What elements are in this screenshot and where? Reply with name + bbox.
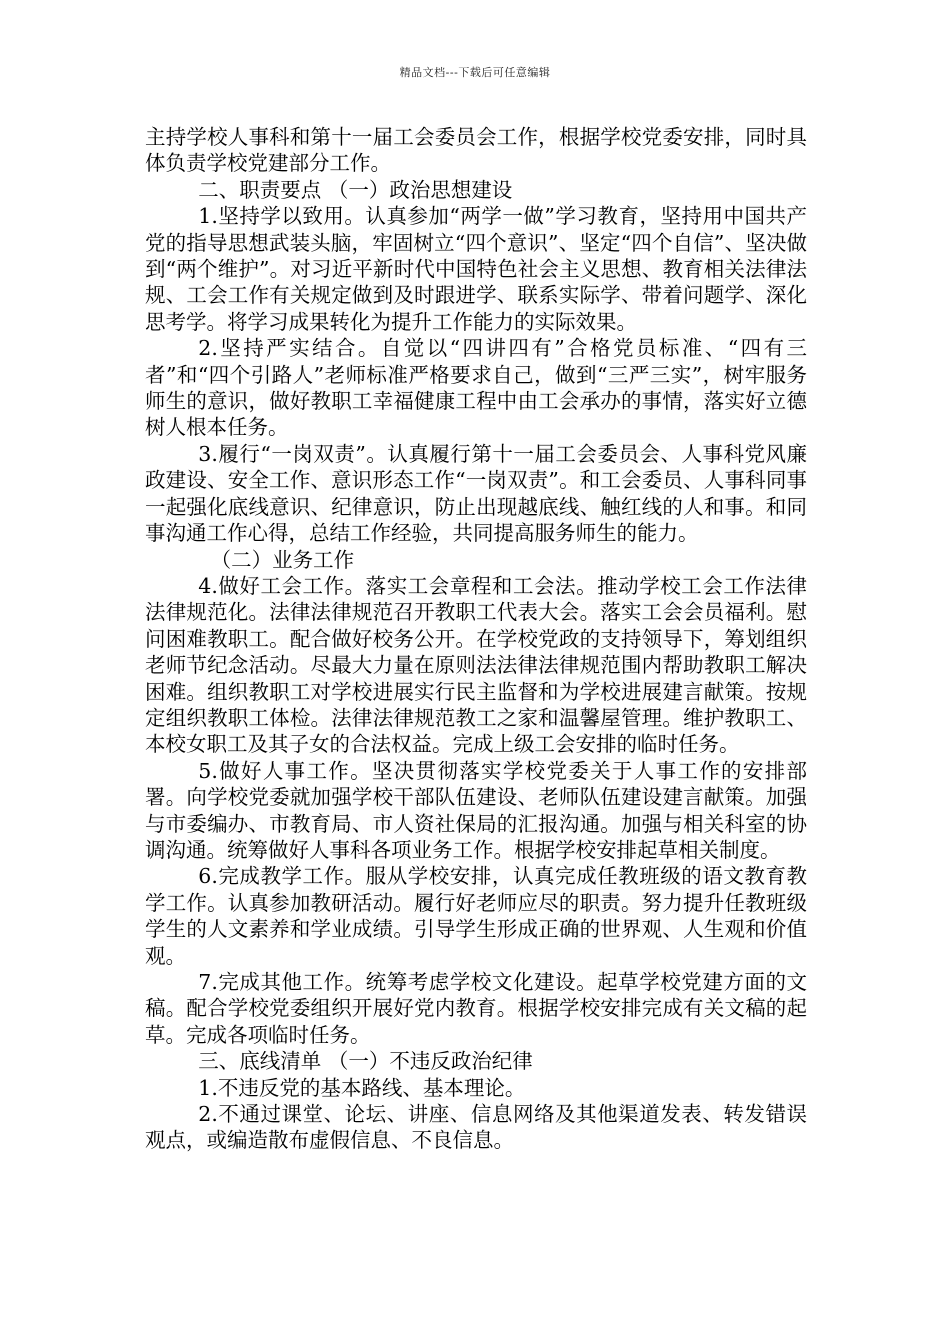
paragraph-item-7: 7.完成其他工作。统筹考虑学校文化建设。起草学校党建方面的文稿。配合学校党委组织开展好党内教育。根据学校安排完成有关文稿的起草。完成各项临时任务。 xyxy=(145,970,807,1047)
page-header: 精品文档---下载后可任意编辑 xyxy=(399,66,551,79)
paragraph-rule-1: 1.不违反党的基本路线、基本理论。 xyxy=(198,1075,526,1100)
section-heading-duties: 二、职责要点 （一）政治思想建设 xyxy=(198,177,513,202)
paragraph-rule-2: 2.不通过课堂、论坛、讲座、信息网络及其他渠道发表、转发错误观点，或编造散布虚假信息、不良信息。 xyxy=(145,1102,807,1153)
subsection-heading-business: （二）业务工作 xyxy=(210,547,355,572)
section-heading-bottom-line: 三、底线清单 （一）不违反政治纪律 xyxy=(198,1049,533,1074)
paragraph-item-5: 5.做好人事工作。坚决贯彻落实学校党委关于人事工作的安排部署。向学校党委就加强学校干部队伍建设、老师队伍建设建言献策。加强与市委编办、市教育局、市人资社保局的汇报沟通。加强与相关科室的协调沟通。统筹做好人事科各项业务工作。根据学校安排起草相关制度。 xyxy=(145,758,807,862)
paragraph-item-6: 6.完成教学工作。服从学校安排，认真完成任教班级的语文教育教学工作。认真参加教研活动。履行好老师应尽的职责。努力提升任教班级学生的人文素养和学业成绩。引导学生形成正确的世界观、人生观和价值观。 xyxy=(145,864,807,968)
paragraph-item-4: 4.做好工会工作。落实工会章程和工会法。推动学校工会工作法律法律规范化。法律法律规范召开教职工代表大会。落实工会会员福利。慰问困难教职工。配合做好校务公开。在学校党政的支持领导下，筹划组织老师节纪念活动。尽最大力量在原则法法律法律规范围内帮助教职工解决困难。组织教职工对学校进展实行民主监督和为学校进展建言献策。按规定组织教职工体检。法律法律规范教工之家和温馨屋管理。维护教职工、本校女职工及其子女的合法权益。完成上级工会安排的临时任务。 xyxy=(145,573,807,757)
paragraph-item-1: 1.坚持学以致用。认真参加“两学一做”学习教育，坚持用中国共产党的指导思想武装头脑，牢固树立“四个意识”、坚定“四个自信”、坚决做到“两个维护”。对习近平新时代中国特色社会主义思想、教育相关法律法规、工会工作有关规定做到及时跟进学、联系实际学、带着问题学、深化思考学。将学习成果转化为提升工作能力的实际效果。 xyxy=(145,204,807,334)
paragraph-intro: 主持学校人事科和第十一届工会委员会工作，根据学校党委安排，同时具体负责学校党建部分工作。 xyxy=(145,125,807,176)
document-body xyxy=(145,124,807,1154)
paragraph-item-2: 2.坚持严实结合。自觉以“四讲四有”合格党员标准、“四有三者”和“四个引路人”老师标准严格要求自己，做到“三严三实”，树牢服务师生的意识，做好教职工幸福健康工程中由工会承办的事情，落实好立德树人根本任务。 xyxy=(145,336,807,440)
paragraph-item-3: 3.履行“一岗双责”。认真履行第十一届工会委员会、人事科党风廉政建设、安全工作、意识形态工作“一岗双责”。和工会委员、人事科同事一起强化底线意识、纪律意识，防止出现越底线、触红线的人和事。和同事沟通工作心得，总结工作经验，共同提高服务师生的能力。 xyxy=(145,441,807,546)
